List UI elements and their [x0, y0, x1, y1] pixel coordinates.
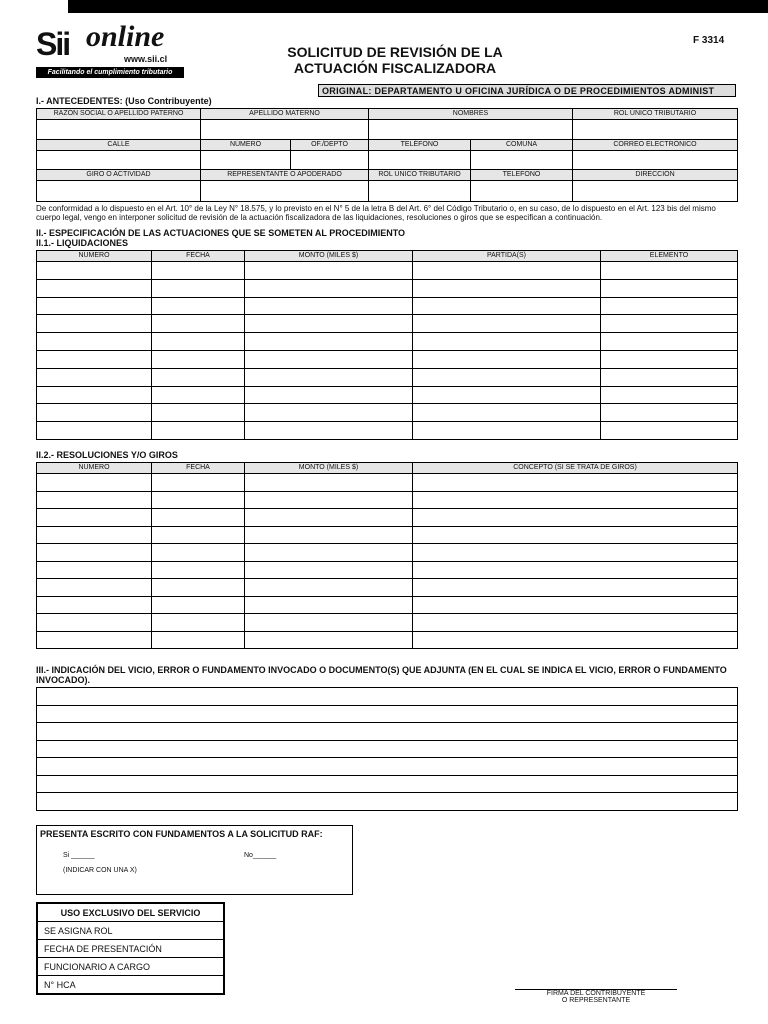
- resolucion-cell[interactable]: [245, 474, 413, 492]
- resolucion-row: [37, 631, 738, 649]
- resolucion-row: [37, 544, 738, 562]
- resolucion-cell[interactable]: [152, 526, 245, 544]
- liquidacion-cell[interactable]: [601, 333, 738, 351]
- field-apellido-materno[interactable]: [201, 120, 369, 140]
- resolucion-row: [37, 526, 738, 544]
- field-rut[interactable]: [573, 120, 738, 140]
- resolucion-cell[interactable]: [413, 561, 738, 579]
- liquidaciones-table: [36, 250, 738, 440]
- resolucion-row: [37, 561, 738, 579]
- hdr-correo: CORREO ELECTRÓNICO: [573, 140, 738, 151]
- liquidacion-row: [37, 297, 738, 315]
- field-direccion[interactable]: [573, 181, 738, 202]
- resolucion-cell[interactable]: [413, 526, 738, 544]
- service-row-fecha[interactable]: FECHA DE PRESENTACIÓN: [37, 940, 224, 958]
- liquidacion-cell[interactable]: [152, 350, 245, 368]
- hdr-razon-social: RAZÓN SOCIAL O APELLIDO PATERNO: [37, 109, 201, 120]
- liquidacion-row: [37, 368, 738, 386]
- hdr-liq-numero: NUMERO: [37, 251, 152, 262]
- liquidacion-row: [37, 315, 738, 333]
- resolucion-cell[interactable]: [37, 544, 152, 562]
- liquidacion-cell[interactable]: [413, 404, 601, 422]
- vicio-line-row: [37, 723, 738, 741]
- liquidacion-cell[interactable]: [245, 350, 413, 368]
- hdr-res-fecha: FECHA: [152, 463, 245, 474]
- vicio-lines-table: [36, 687, 738, 811]
- resolucion-cell[interactable]: [413, 491, 738, 509]
- liquidacion-cell[interactable]: [245, 262, 413, 280]
- liquidacion-cell[interactable]: [152, 262, 245, 280]
- vicio-line-cell[interactable]: [37, 793, 738, 811]
- liquidacion-row: [37, 422, 738, 440]
- hdr-numero: NÚMERO: [201, 140, 291, 151]
- section-3-title: III.- INDICACIÓN DEL VICIO, ERROR O FUNDAMENTO INVOCADO O DOCUMENTO(S) QUE ADJUNTA (EN EL CUAL SE INDICA EL VICIO, ERROR O FUNDAMENTO INVOCADO).: [36, 665, 727, 685]
- signature-label-line-1: FIRMA DEL CONTRIBUYENTE: [546, 990, 646, 997]
- vicio-line-cell[interactable]: [37, 758, 738, 776]
- section-2-1-title: II.1.- LIQUIDACIONES: [36, 238, 129, 248]
- resolucion-cell[interactable]: [152, 561, 245, 579]
- liquidacion-cell[interactable]: [152, 333, 245, 351]
- vicio-line-row: [37, 758, 738, 776]
- liquidacion-cell[interactable]: [152, 279, 245, 297]
- field-giro[interactable]: [37, 181, 201, 202]
- title-line-1: SOLICITUD DE REVISIÓN DE LA: [287, 44, 503, 60]
- resolucion-cell[interactable]: [413, 544, 738, 562]
- resoluciones-table: [36, 462, 738, 649]
- field-telefono-representante[interactable]: [471, 181, 573, 202]
- hdr-rut-representante: ROL UNICO TRIBUTARIO: [369, 170, 471, 181]
- resolucion-cell[interactable]: [413, 614, 738, 632]
- vicio-line-row: [37, 793, 738, 811]
- liquidacion-row: [37, 404, 738, 422]
- hdr-res-concepto: CONCEPTO (SI SE TRATA DE GIROS): [413, 463, 738, 474]
- presenta-si-option[interactable]: Si ______: [63, 852, 95, 859]
- resolucion-cell[interactable]: [413, 474, 738, 492]
- hdr-direccion: DIRECCIÓN: [573, 170, 738, 181]
- liquidacion-cell[interactable]: [245, 297, 413, 315]
- liquidacion-cell[interactable]: [37, 262, 152, 280]
- liquidacion-cell[interactable]: [601, 422, 738, 440]
- resolucion-cell[interactable]: [152, 474, 245, 492]
- resolucion-cell[interactable]: [37, 491, 152, 509]
- liquidacion-cell[interactable]: [601, 262, 738, 280]
- hdr-liq-monto: MONTO (MILES $): [245, 251, 413, 262]
- resolucion-cell[interactable]: [37, 474, 152, 492]
- resolucion-row: [37, 579, 738, 597]
- hdr-of-depto: OF./DEPTO: [291, 140, 369, 151]
- liquidacion-cell[interactable]: [245, 422, 413, 440]
- liquidacion-cell[interactable]: [37, 422, 152, 440]
- vicio-line-cell[interactable]: [37, 740, 738, 758]
- liquidacion-cell[interactable]: [37, 333, 152, 351]
- liquidacion-cell[interactable]: [245, 404, 413, 422]
- resolucion-cell[interactable]: [245, 509, 413, 527]
- hdr-representante: REPRESENTANTE O APODERADO: [201, 170, 369, 181]
- liquidacion-cell[interactable]: [601, 297, 738, 315]
- field-calle[interactable]: [37, 151, 201, 170]
- liquidacion-row: [37, 350, 738, 368]
- presenta-title: PRESENTA ESCRITO CON FUNDAMENTOS A LA SOLICITUD RAF:: [40, 829, 323, 839]
- liquidacion-cell[interactable]: [245, 386, 413, 404]
- liquidacion-cell[interactable]: [152, 315, 245, 333]
- presenta-no-option[interactable]: No______: [244, 852, 277, 859]
- resolucion-cell[interactable]: [245, 526, 413, 544]
- resolucion-cell[interactable]: [37, 596, 152, 614]
- form-number: F 3314: [693, 35, 725, 46]
- section-1-title: I.- ANTECEDENTES: (Uso Contribuyente): [36, 96, 212, 106]
- liquidacion-cell[interactable]: [37, 404, 152, 422]
- hdr-res-monto: MONTO (MILES $): [245, 463, 413, 474]
- resolucion-cell[interactable]: [413, 509, 738, 527]
- top-black-bar: [68, 0, 768, 13]
- field-of-depto[interactable]: [291, 151, 369, 170]
- hdr-giro: GIRO O ACTIVIDAD: [37, 170, 201, 181]
- liquidacion-cell[interactable]: [37, 279, 152, 297]
- resolucion-cell[interactable]: [37, 509, 152, 527]
- resolucion-row: [37, 614, 738, 632]
- resolucion-row: [37, 474, 738, 492]
- signature-label-line-2: O REPRESENTANTE: [561, 997, 631, 1004]
- resolucion-cell[interactable]: [245, 596, 413, 614]
- resolucion-cell[interactable]: [245, 491, 413, 509]
- resolucion-cell[interactable]: [152, 614, 245, 632]
- resolucion-cell[interactable]: [37, 526, 152, 544]
- vicio-line-cell[interactable]: [37, 775, 738, 793]
- resolucion-cell[interactable]: [245, 579, 413, 597]
- presenta-escrito-box: [36, 825, 353, 895]
- vicio-line-cell[interactable]: [37, 705, 738, 723]
- logo-online-text: online: [86, 20, 165, 53]
- liquidacion-cell[interactable]: [37, 386, 152, 404]
- liquidacion-cell[interactable]: [152, 404, 245, 422]
- resolucion-cell[interactable]: [37, 614, 152, 632]
- liquidacion-row: [37, 386, 738, 404]
- liquidacion-cell[interactable]: [601, 279, 738, 297]
- logo-url: www.sii.cl: [124, 54, 168, 64]
- section-2-2-title: II.2.- RESOLUCIONES Y/O GIROS: [36, 450, 178, 460]
- vicio-line-cell[interactable]: [37, 723, 738, 741]
- liquidacion-cell[interactable]: [37, 297, 152, 315]
- hdr-res-numero: NUMERO: [37, 463, 152, 474]
- field-rut-representante[interactable]: [369, 181, 471, 202]
- liquidacion-cell[interactable]: [601, 350, 738, 368]
- liquidacion-cell[interactable]: [37, 315, 152, 333]
- resolucion-cell[interactable]: [152, 544, 245, 562]
- service-row-rol[interactable]: SE ASIGNA ROL: [37, 922, 224, 940]
- section-2-title: II.- ESPECIFICACIÓN DE LAS ACTUACIONES QUE SE SOMETEN AL PROCEDIMIENTO: [36, 228, 406, 238]
- resolucion-cell[interactable]: [245, 561, 413, 579]
- hdr-telefono-representante: TELEFONO: [471, 170, 573, 181]
- resolucion-cell[interactable]: [152, 509, 245, 527]
- liquidacion-cell[interactable]: [601, 386, 738, 404]
- liquidacion-cell[interactable]: [413, 333, 601, 351]
- resolucion-cell[interactable]: [245, 614, 413, 632]
- liquidacion-row: [37, 279, 738, 297]
- liquidacion-row: [37, 333, 738, 351]
- address-table: [36, 139, 738, 170]
- resolucion-cell[interactable]: [152, 631, 245, 649]
- hdr-apellido-materno: APELLIDO MATERNO: [201, 109, 369, 120]
- logo-tagline: Facilitando el cumplimiento tributario: [36, 67, 184, 78]
- liquidacion-cell[interactable]: [413, 350, 601, 368]
- liquidacion-cell[interactable]: [413, 279, 601, 297]
- service-row-hca[interactable]: N° HCA: [37, 976, 224, 995]
- legal-paragraph: De conformidad a lo dispuesto en el Art. 10° de la Ley N° 18.575, y lo previsto en el N° 5 de la letra B del Art. 6° del Código Tributario o, en su caso, de lo dispuesto en el Art. 123 bis del mismo cuerpo legal, vengo en interponer solicitud de revisión de la actuación fiscalizadora de las liquidaciones, resoluciones o giros que se especifican a continuación.: [36, 204, 716, 222]
- antecedentes-table: [36, 108, 738, 140]
- logo-sii-text: Sii: [36, 26, 70, 62]
- hdr-nombres: NOMBRES: [369, 109, 573, 120]
- hdr-liq-fecha: FECHA: [152, 251, 245, 262]
- liquidacion-cell[interactable]: [37, 350, 152, 368]
- hdr-liq-elemento: ELEMENTO: [601, 251, 738, 262]
- field-telefono[interactable]: [369, 151, 471, 170]
- resolucion-cell[interactable]: [245, 631, 413, 649]
- field-numero[interactable]: [201, 151, 291, 170]
- title-line-2: ACTUACIÓN FISCALIZADORA: [293, 60, 497, 76]
- uso-exclusivo-servicio-table: [36, 902, 225, 995]
- liquidacion-cell[interactable]: [601, 404, 738, 422]
- vicio-line-row: [37, 775, 738, 793]
- liquidacion-cell[interactable]: [245, 279, 413, 297]
- liquidacion-cell[interactable]: [413, 386, 601, 404]
- liquidacion-cell[interactable]: [245, 368, 413, 386]
- hdr-comuna: COMUNA: [471, 140, 573, 151]
- representative-table: [36, 169, 738, 202]
- resolucion-cell[interactable]: [245, 544, 413, 562]
- signature-label: [515, 990, 677, 1004]
- service-title: USO EXCLUSIVO DEL SERVICIO: [37, 903, 224, 922]
- service-row-funcionario[interactable]: FUNCIONARIO A CARGO: [37, 958, 224, 976]
- liquidacion-cell[interactable]: [152, 422, 245, 440]
- liquidacion-cell[interactable]: [152, 297, 245, 315]
- sii-logo: [36, 18, 186, 80]
- liquidacion-cell[interactable]: [413, 422, 601, 440]
- resolucion-cell[interactable]: [413, 596, 738, 614]
- field-razon-social[interactable]: [37, 120, 201, 140]
- hdr-calle: CALLE: [37, 140, 201, 151]
- liquidacion-cell[interactable]: [245, 315, 413, 333]
- liquidacion-cell[interactable]: [601, 315, 738, 333]
- resolucion-cell[interactable]: [152, 491, 245, 509]
- resolucion-cell[interactable]: [413, 579, 738, 597]
- field-comuna[interactable]: [471, 151, 573, 170]
- vicio-line-cell[interactable]: [37, 688, 738, 706]
- form-title: [270, 44, 520, 76]
- resolucion-cell[interactable]: [37, 561, 152, 579]
- liquidacion-cell[interactable]: [413, 262, 601, 280]
- resolucion-cell[interactable]: [37, 579, 152, 597]
- liquidacion-cell[interactable]: [152, 386, 245, 404]
- vicio-line-row: [37, 688, 738, 706]
- resolucion-cell[interactable]: [152, 579, 245, 597]
- resolucion-cell[interactable]: [152, 596, 245, 614]
- vicio-line-row: [37, 705, 738, 723]
- resolucion-cell[interactable]: [413, 631, 738, 649]
- liquidacion-row: [37, 262, 738, 280]
- liquidacion-cell[interactable]: [413, 315, 601, 333]
- liquidacion-cell[interactable]: [413, 368, 601, 386]
- hdr-telefono: TELÉFONO: [369, 140, 471, 151]
- liquidacion-cell[interactable]: [245, 333, 413, 351]
- presenta-hint: (INDICAR CON UNA X): [63, 867, 137, 874]
- liquidacion-cell[interactable]: [601, 368, 738, 386]
- liquidacion-cell[interactable]: [37, 368, 152, 386]
- original-destination-label: ORIGINAL: DEPARTAMENTO U OFICINA JURÍDICA O DE PROCEDIMIENTOS ADMINIST: [318, 84, 736, 97]
- field-correo[interactable]: [573, 151, 738, 170]
- hdr-liq-partidas: PARTIDA(S): [413, 251, 601, 262]
- liquidacion-cell[interactable]: [152, 368, 245, 386]
- field-representante[interactable]: [201, 181, 369, 202]
- hdr-rut: ROL ÚNICO TRIBUTARIO: [573, 109, 738, 120]
- field-nombres[interactable]: [369, 120, 573, 140]
- resolucion-row: [37, 596, 738, 614]
- liquidacion-cell[interactable]: [413, 297, 601, 315]
- resolucion-row: [37, 491, 738, 509]
- resolucion-row: [37, 509, 738, 527]
- vicio-line-row: [37, 740, 738, 758]
- resolucion-cell[interactable]: [37, 631, 152, 649]
